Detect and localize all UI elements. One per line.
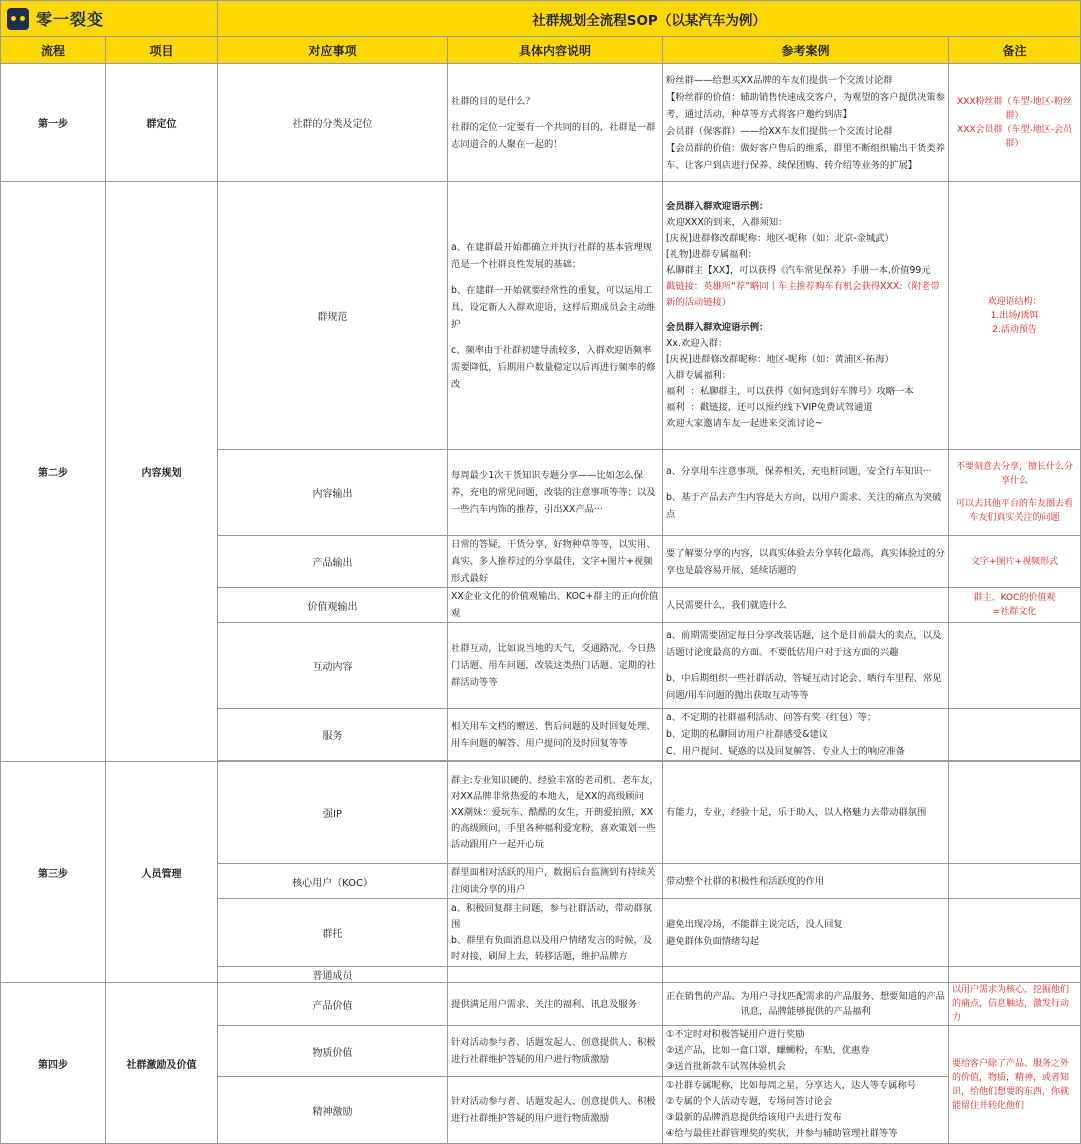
note-cell: 群主、KOC的价值观 =社群文化 [949, 588, 1081, 623]
detail-cell: a、在建群最开始都确立并执行社群的基本管理规范是一个社群良性发展的基础； b、在建群一开始就要经常性的重复，可以运用工具，设定新人入群欢迎语，这样后期成员会主动维护 c、频率由于社群初建导流较多，入群欢迎语频率需要降低，后期用户数量稳定以后再进行频率的修改 [448, 182, 663, 450]
example-cell [663, 967, 949, 983]
project-cell: 社群激励及价值 [106, 983, 218, 1144]
detail-cell: XX企业文化的价值观输出、KOC+群主的正向价值观 [448, 588, 663, 623]
owl-logo-icon [7, 8, 29, 30]
item-cell: 物质价值 [218, 1026, 448, 1077]
item-cell: 普通成员 [218, 967, 448, 983]
item-cell: 服务 [218, 709, 448, 761]
detail-cell: 社群互动，比如说当地的天气，交通路况，今日热门话题、用车问题，改装这类热门话题、定期的社群活动等等 [448, 623, 663, 709]
detail-cell: a、积极回复群主问题，参与社群活动，带动群氛围 b、群里有负面消息以及用户情绪发言的时候，及时对接，刷屏上去，转移话题，维护品牌方 [448, 899, 663, 967]
page-title: 社群规划全流程SOP（以某汽车为例） [218, 1, 1081, 37]
note-cell [949, 623, 1081, 709]
step-label: 第三步 [1, 762, 106, 983]
example-cell: ①社群专属昵称，比如每周之星，分享达人，达人等专属称号 ②专属的个人活动专题，专场问答讨论会 ③最新的品牌消息提供给该用户去进行发布 ④给与最佳社群管理奖的奖状，并参与辅助管理社群等等 [663, 1077, 949, 1144]
header-project: 项目 [106, 37, 218, 64]
table-row [1, 983, 1081, 1026]
item-cell: 群规范 [218, 182, 448, 450]
example-cell: 正在销售的产品、为用户寻找匹配需求的产品服务、想要知道的产品讯息，品牌能够提供的产品福利 [663, 983, 949, 1026]
note-cell: 欢迎语结构： 1.出场/诱饵 2.活动预告 [949, 182, 1081, 450]
brand-name: 零一裂变 [36, 10, 105, 29]
project-cell: 内容规划 [106, 182, 218, 762]
note-cell [949, 762, 1081, 864]
item-cell: 价值观输出 [218, 588, 448, 623]
detail-cell: 日常的答疑，干货分享，好物种草等等，以实用、真实、多人推荐过的分享最佳，文字+图片+视频形式最好 [448, 536, 663, 588]
item-cell: 群托 [218, 899, 448, 967]
header-process: 流程 [1, 37, 106, 64]
table-row [1, 762, 1081, 864]
detail-cell: 相关用车文档的赠送、售后问题的及时回复处理、用车问题的解答、用户提问的及时回复等等 [448, 709, 663, 761]
note-cell [949, 967, 1081, 983]
item-cell: 核心用户（KOC） [218, 864, 448, 899]
note-cell: 以用户需求为核心，挖掘他们的痛点，信息触达，激发行动力 [949, 983, 1081, 1026]
example-cell: a、不定期的社群福利活动、问答有奖（红包）等； b、定期的私聊回访用户社群感受&建议 C、用户提问、疑惑的以及回复解答、专业人士的响应准备 [663, 709, 949, 761]
detail-cell: 群里面相对活跃的用户，数据后台监测到有持续关注阅读分享的用户 [448, 864, 663, 899]
note-cell: 要给客户除了产品、服务之外的价值，物质，精神，或者知识，给他们想要的东西，你就能留住并转化他们 [949, 1026, 1081, 1144]
header-note: 备注 [949, 37, 1081, 64]
note-cell [949, 899, 1081, 967]
project-cell: 人员管理 [106, 762, 218, 983]
example-cell: ①不定时对积极答疑用户进行奖励 ②送产品，比如一盒口罩，螺蛳粉，车贴，优惠券 ③送首批新款车试驾体验机会 [663, 1026, 949, 1077]
detail-cell: 提供满足用户需求、关注的福利、讯息及服务 [448, 983, 663, 1026]
step-label: 第四步 [1, 983, 106, 1144]
example-cell: a、分享用车注意事项，保养相关，充电桩问题，安全行车知识··· b、基于产品去产生内容是大方向，以用户需求、关注的痛点为突破点 [663, 450, 949, 536]
detail-cell: 每周最少1次干货知识专题分享——比如怎么保养，充电的常见问题，改装的注意事项等等；以及一些汽车内饰的推荐，引出XX产品··· [448, 450, 663, 536]
detail-cell [448, 967, 663, 983]
brand-cell [1, 1, 218, 37]
item-cell: 产品价值 [218, 983, 448, 1026]
item-cell: 精神激励 [218, 1077, 448, 1144]
header-example: 参考案例 [663, 37, 949, 64]
item-cell: 产品输出 [218, 536, 448, 588]
table-row [1, 64, 1081, 182]
table-row [1, 182, 1081, 450]
example-cell: 避免出现冷场，不能群主说完话，没人回复 避免群体负面情绪勾起 [663, 899, 949, 967]
title-row [1, 1, 1081, 37]
item-cell: 强IP [218, 762, 448, 864]
note-cell [949, 709, 1081, 761]
step-label: 第二步 [1, 182, 106, 762]
example-cell: 要了解要分享的内容，以真实体验去分享转化最高，真实体验过的分享也是最容易开展、延续话题的 [663, 536, 949, 588]
item-cell: 内容输出 [218, 450, 448, 536]
example-cell: 人民需要什么，我们就造什么 [663, 588, 949, 623]
project-cell: 群定位 [106, 64, 218, 182]
example-cell: a、前期需要固定每日分享改装话题，这个是目前最大的卖点，以及话题讨论度最高的方面。不要低估用户对于这方面的兴趣 b、中后期组织一些社群活动，答疑互动讨论会、晒行车里程、常见问题/用车问题的抛出获取互动等等 [663, 623, 949, 709]
item-cell: 社群的分类及定位 [218, 64, 448, 182]
note-cell: XXX粉丝群（车型-地区-粉丝群） XXX会员群（车型-地区-会员群） [949, 64, 1081, 182]
note-cell: 文字+图片+视频形式 [949, 536, 1081, 588]
example-cell: 有能力，专业，经验十足，乐于助人，以人格魅力去带动群氛围 [663, 762, 949, 864]
detail-cell: 社群的目的是什么？ 社群的定位一定要有一个共同的目的，社群是一群志同道合的人聚在一起的！ [448, 64, 663, 182]
note-cell: 不要刻意去分享，擅长什么分享什么 可以去其他平台的车友圈去看车友们真实关注的问题 [949, 450, 1081, 536]
item-cell: 互动内容 [218, 623, 448, 709]
example-cell: 会员群入群欢迎语示例： 欢迎XXX的到来，入群须知： [庆祝]进群修改群昵称：地区-昵称（如：北京-金城武） [礼物]进群专属福利： 私聊群主【XX】，可以获得《汽车常见保养》手册一本,价值99元 戳链接：英雄所“荐”略同丨车主推荐购车有机会获得XXX:（附老带新的活动链接） 会员群入群欢迎语示例： Xx.欢迎入群： [庆祝]进群修改群昵称：地区-昵称（如：黄浦区-拓海） 入群专属福利： 福利 ：私聊群主，可以获得《如何选到好车牌号》攻略一本 福利 ：戳链接，还可以预约线下VIP免费试驾通道 欢迎大家邀请车友一起进来交流讨论~ [663, 182, 949, 450]
header-row [1, 37, 1081, 64]
detail-cell: 群主:专业知识硬的、经验丰富的老司机、老车友，对XX品牌非常热爱的本地人，是XX的高级顾问 XX潮妹：爱玩车、酷酷的女生，开朗爱拍照，XX的高级顾问，手里各种福利爱宠粉，喜欢策划一些活动跟用户一起开心玩 [448, 762, 663, 864]
example-cell: 带动整个社群的积极性和活跃度的作用 [663, 864, 949, 899]
example-cell: 粉丝群——给想买XX品牌的车友们提供一个交流讨论群 【粉丝群的价值：辅助销售快速成交客户，为观望的客户提供决策参考，通过活动，种草等方式将客户邀约到店】 会员群（保客群）——给XX车友们提供一个交流讨论群 【会员群的价值：做好客户售后的维系，群里不断组织输出干货类养车、让客户到店进行保养、续保团购、转介绍等业务的扩展】 [663, 64, 949, 182]
detail-cell: 针对活动参与者、话题发起人、创意提供人、积极进行社群维护答疑的用户进行物质激励 [448, 1077, 663, 1144]
header-item: 对应事项 [218, 37, 448, 64]
header-detail: 具体内容说明 [448, 37, 663, 64]
detail-cell: 针对活动参与者、话题发起人、创意提供人、积极进行社群维护答疑的用户进行物质激励 [448, 1026, 663, 1077]
note-cell [949, 864, 1081, 899]
step-label: 第一步 [1, 64, 106, 182]
